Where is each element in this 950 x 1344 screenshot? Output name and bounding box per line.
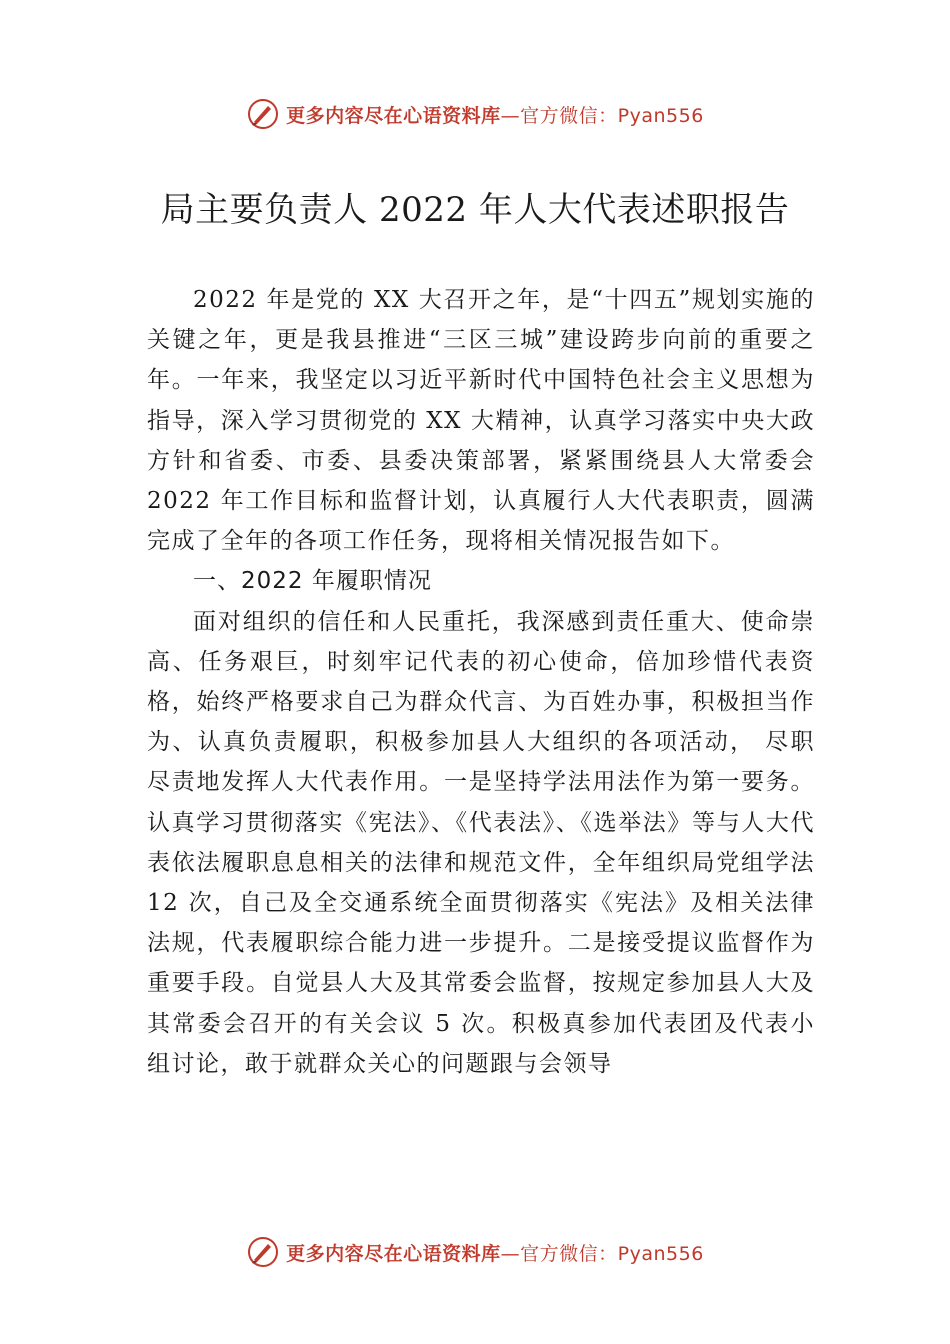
banner-main-text: 更多内容尽在心语资料库	[286, 104, 501, 127]
document-title: 局主要负责人 2022 年人大代表述职报告	[160, 190, 790, 230]
section-heading-1: 一、2022 年履职情况	[193, 568, 432, 595]
footer-banner	[0, 1232, 950, 1272]
paragraph-section-1: 面对组织的信任和人民重托，我深感到责任重大、使命崇高、任务艰巨，时刻牢记代表的初心使命，倍加珍惜代表资格，始终严格要求自己为群众代言、为百姓办事，积极担当作为、认真负责履职，积极参加县人大组织的各项活动， 尽职尽责地发挥人大代表作用。一是坚持学法用法作为第一要务。认真学习贯彻落实《宪法》、《代表法》、《选举法》等与人大代表依法履职息息相关的法律和规范文件，全年组织局党组学法 12 次，自己及全交通系统全面贯彻落实《宪法》及相关法律法规，代表履职综合能力进一步提升。二是接受提议监督作为重要手段。自觉县人大及其常委会监督，按规定参加县人大及其常委会召开的有关会议 5 次。积极真参加代表团及代表小组讨论，敢于就群众关心的问题跟与会领导	[147, 608, 815, 1077]
banner-main-text: 更多内容尽在心语资料库	[286, 1242, 501, 1265]
document-body	[147, 280, 815, 1084]
banner-side-text: —官方微信：Pyan556	[500, 1242, 704, 1265]
banner-side-text: —官方微信：Pyan556	[500, 104, 704, 127]
brush-logo-icon	[246, 97, 280, 131]
header-banner	[0, 94, 950, 134]
brush-logo-icon	[246, 1235, 280, 1269]
paragraph-intro: 2022 年是党的 XX 大召开之年，是“十四五”规划实施的关键之年，更是我县推进“三区三城”建设跨步向前的重要之年。一年来，我坚定以习近平新时代中国特色社会主义思想为指导，深入学习贯彻党的 XX 大精神，认真学习落实中央大政方针和省委、市委、县委决策部署，紧紧围绕县人大常委会 2022 年工作目标和监督计划，认真履行人大代表职责，圆满完成了全年的各项工作任务，现将相关情况报告如下。	[147, 287, 815, 555]
